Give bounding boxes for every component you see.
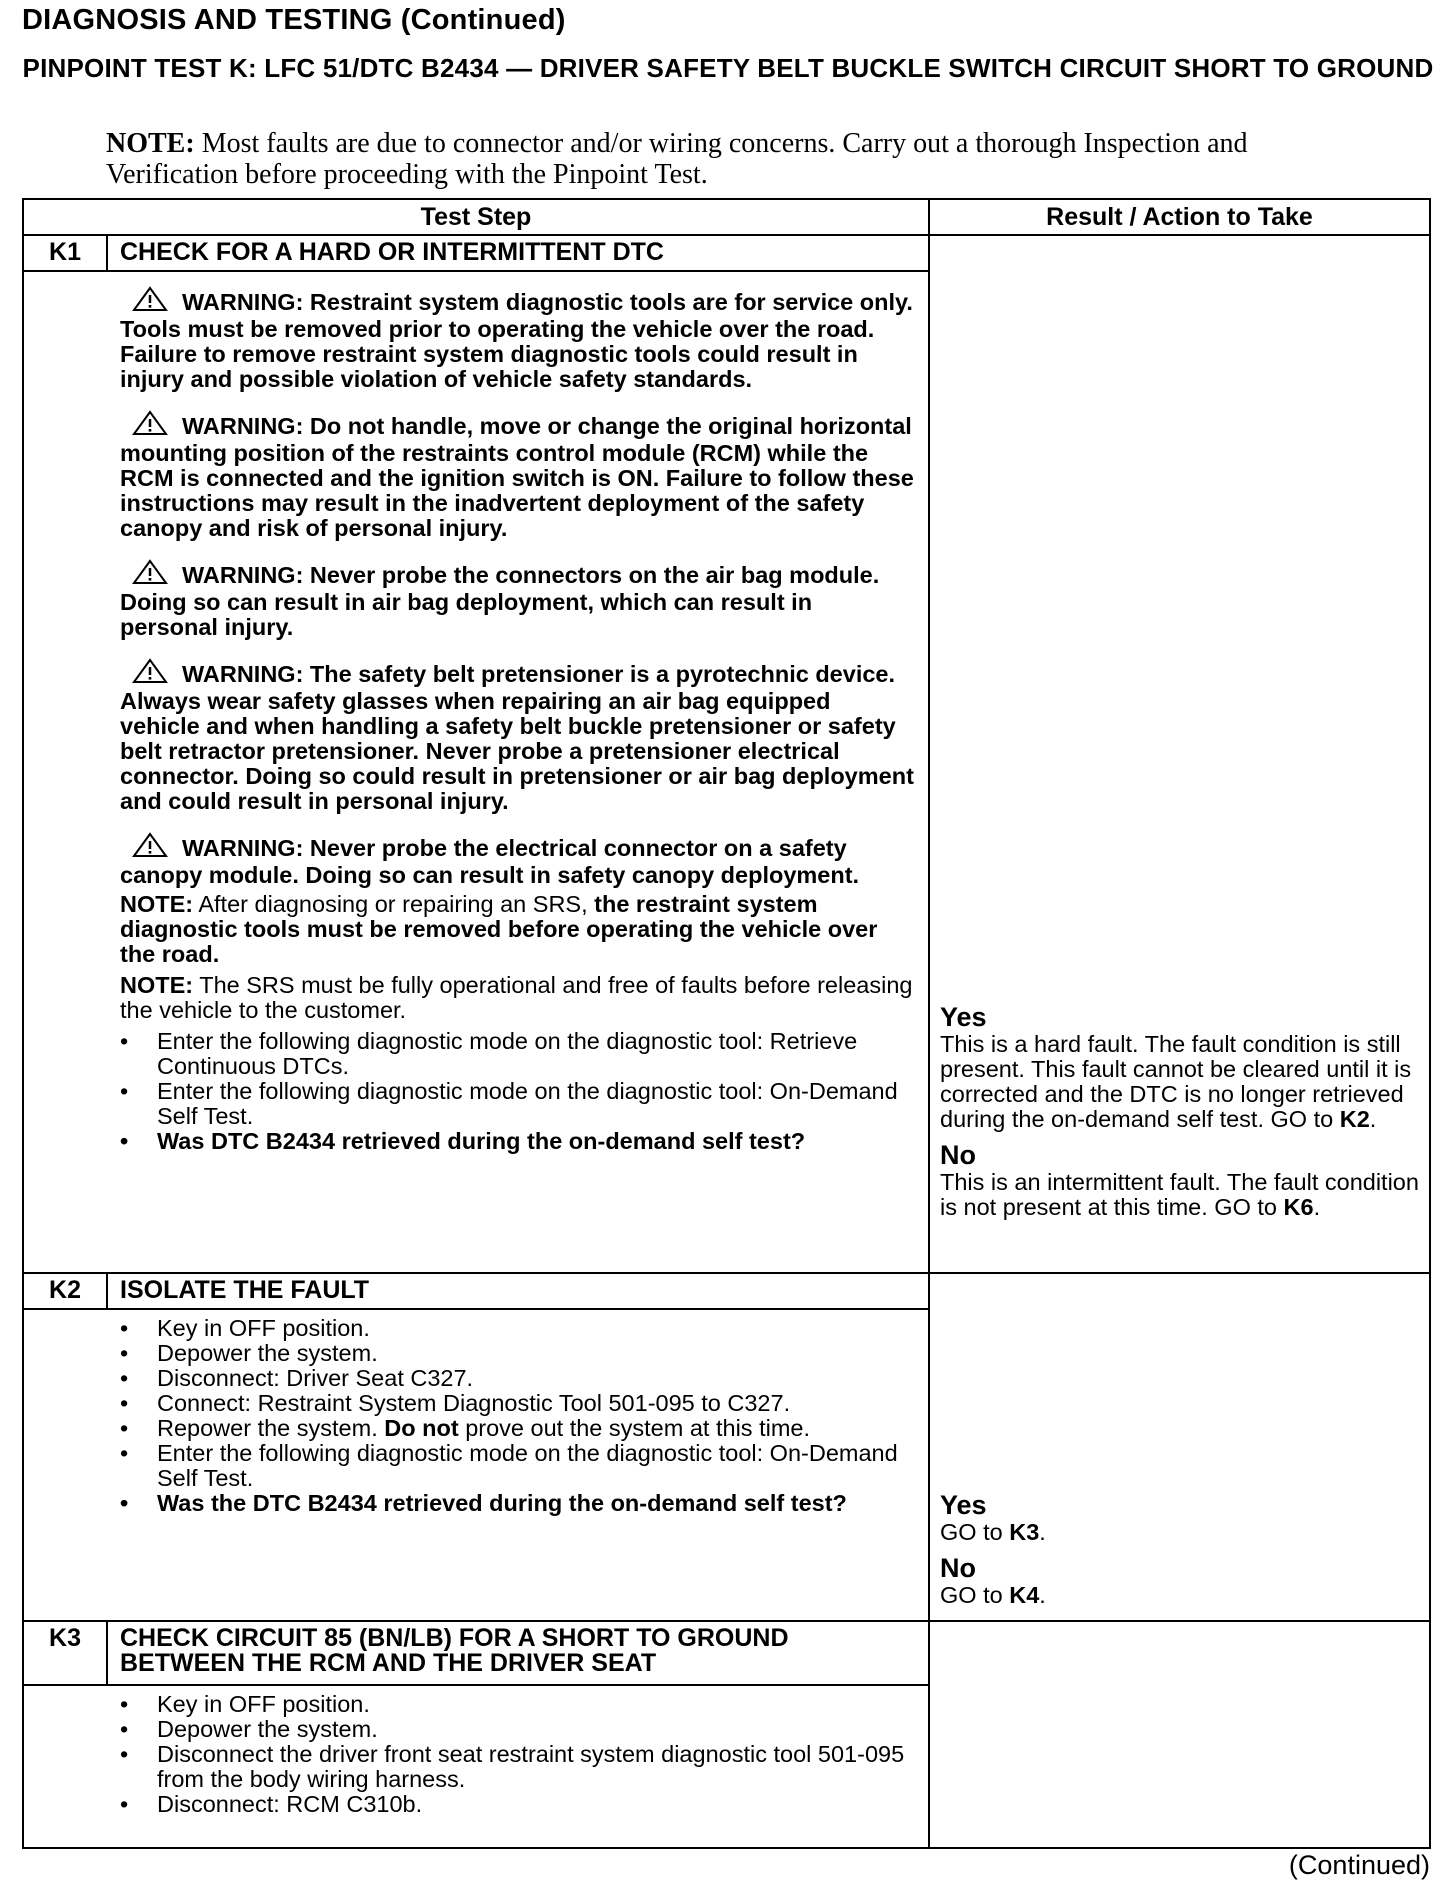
- id-column-divider: [106, 1620, 108, 1684]
- id-column-divider: [106, 1272, 108, 1308]
- step-id-k1: K1: [49, 238, 81, 266]
- result-k1: [940, 1002, 1430, 1220]
- goto-link[interactable]: K2: [1339, 1106, 1370, 1132]
- warning-block: [120, 410, 916, 541]
- step-content-k3: [120, 1692, 916, 1817]
- yes-label: Yes: [940, 1002, 987, 1032]
- list-item: • Enter the following diagnostic mode on the diagnostic tool: On-Demand Self Test.: [120, 1440, 898, 1491]
- step-id-k3: K3: [49, 1624, 81, 1652]
- note-text: After diagnosing or repairing an SRS,: [198, 891, 588, 917]
- list-item: • Disconnect the driver front seat restraint system diagnostic tool 501-095 from the body wiring harness.: [120, 1741, 905, 1792]
- no-label: No: [940, 1553, 976, 1583]
- warning-text: WARNING: Never probe the connectors on the air bag module. Doing so can result in air bag deployment, which can result in personal injury.: [120, 562, 880, 640]
- pinpoint-test-table: [22, 198, 1431, 1849]
- warning-block: [120, 286, 916, 392]
- warning-triangle-icon: [132, 832, 168, 863]
- note-text-bold: the restraint system diagnostic tools must be removed before operating the vehicle over the road.: [120, 891, 878, 967]
- intro-note-text: Most faults are due to connector and/or wiring concerns. Carry out a thorough Inspection and Verification before proceeding with the Pinpoint Test.: [106, 128, 1248, 190]
- note-text: The SRS must be fully operational and free of faults before releasing the vehicle to the customer.: [120, 972, 913, 1023]
- result-k2: [940, 1490, 1430, 1608]
- step-list: [120, 1692, 916, 1817]
- list-item: • Enter the following diagnostic mode on the diagnostic tool: Retrieve Continuous DTCs.: [120, 1028, 858, 1079]
- yes-label: Yes: [940, 1490, 987, 1520]
- list-item: • Disconnect: Driver Seat C327.: [120, 1365, 474, 1391]
- column-header-result: Result / Action to Take: [1046, 203, 1313, 231]
- warning-triangle-icon: [132, 286, 168, 317]
- srs-note: [120, 892, 916, 967]
- warning-block: [120, 559, 916, 640]
- intro-note-label: NOTE:: [106, 128, 195, 159]
- row-rule: [24, 1620, 1429, 1622]
- row-rule: [24, 270, 928, 272]
- step-title-k1: CHECK FOR A HARD OR INTERMITTENT DTC: [120, 238, 664, 266]
- step-question: • Was the DTC B2434 retrieved during the on-demand self test?: [120, 1490, 847, 1516]
- intro-note: [106, 128, 1356, 190]
- warning-block: [120, 658, 916, 814]
- column-divider: [928, 200, 930, 1847]
- goto-link[interactable]: K6: [1283, 1194, 1314, 1220]
- list-item: • Key in OFF position.: [120, 1691, 370, 1717]
- warning-text: WARNING: The safety belt pretensioner is a pyrotechnic device. Always wear safety glasses when repairing an air bag equipped vehicle and when handling a safety belt buckle pretensioner or safety belt retractor pretensioner. Never probe a pretensioner electrical connector. Doing so could result in pretensioner or air bag deployment and could result in personal injury.: [120, 661, 914, 814]
- step-title-k3: CHECK CIRCUIT 85 (BN/LB) FOR A SHORT TO GROUND BETWEEN THE RCM AND THE DRIVER SEAT: [120, 1624, 789, 1677]
- yes-action: GO to K3.: [940, 1519, 1046, 1545]
- warning-text: WARNING: Never probe the electrical connector on a safety canopy module. Doing so can result in safety canopy deployment.: [120, 835, 860, 888]
- yes-action: This is a hard fault. The fault condition is still present. This fault cannot be cleared until it is corrected and the DTC is no longer retrieved during the on-demand self test. GO to K2.: [940, 1031, 1412, 1132]
- list-item: • Enter the following diagnostic mode on the diagnostic tool: On-Demand Self Test.: [120, 1078, 898, 1129]
- row-rule: [24, 1684, 928, 1686]
- list-item: • Disconnect: RCM C310b.: [120, 1791, 423, 1817]
- row-rule: [24, 1272, 1429, 1274]
- pinpoint-test-title: PINPOINT TEST K: LFC 51/DTC B2434 — DRIVER SAFETY BELT BUCKLE SWITCH CIRCUIT SHORT TO GROUND: [22, 53, 1434, 83]
- warning-text: WARNING: Do not handle, move or change the original horizontal mounting position of the restraints control module (RCM) while the RCM is connected and the ignition switch is ON. Failure to follow these instructions may result in the inadvertent deployment of the safety canopy and risk of personal injury.: [120, 413, 914, 541]
- warning-triangle-icon: [132, 559, 168, 590]
- step-title-k2: ISOLATE THE FAULT: [120, 1276, 370, 1304]
- section-title: DIAGNOSIS AND TESTING (Continued): [22, 4, 566, 36]
- list-item: • Depower the system.: [120, 1716, 378, 1742]
- continued-marker: (Continued): [1288, 1850, 1430, 1880]
- id-column-divider: [106, 234, 108, 270]
- step-list: [120, 1029, 916, 1154]
- step-id-k2: K2: [49, 1276, 81, 1304]
- list-item: • Connect: Restraint System Diagnostic Tool 501-095 to C327.: [120, 1390, 791, 1416]
- column-header-test-step: Test Step: [420, 203, 532, 231]
- warning-text: WARNING: Restraint system diagnostic tools are for service only. Tools must be removed prior to operating the vehicle over the road. Failure to remove restraint system diagnostic tools could result in injury and possible violation of vehicle safety standards.: [120, 289, 913, 392]
- step-content-k2: [120, 1316, 916, 1516]
- step-list: [120, 1316, 916, 1516]
- note-label: NOTE:: [120, 972, 194, 998]
- row-rule: [24, 1308, 928, 1310]
- no-label: No: [940, 1140, 976, 1170]
- list-item: • Repower the system. Do not prove out the system at this time.: [120, 1415, 810, 1441]
- no-action: This is an intermittent fault. The fault condition is not present at this time. GO to K6.: [940, 1169, 1419, 1220]
- goto-link[interactable]: K3: [1009, 1519, 1040, 1545]
- warning-triangle-icon: [132, 410, 168, 441]
- goto-link[interactable]: K4: [1009, 1582, 1040, 1608]
- row-rule: [24, 234, 1429, 236]
- srs-note: [120, 973, 916, 1023]
- warning-block: [120, 832, 916, 888]
- no-action: GO to K4.: [940, 1582, 1046, 1608]
- warning-triangle-icon: [132, 658, 168, 689]
- note-label: NOTE:: [120, 891, 194, 917]
- step-question: • Was DTC B2434 retrieved during the on-demand self test?: [120, 1128, 806, 1154]
- step-content-k1: [120, 286, 916, 1154]
- list-item: • Depower the system.: [120, 1340, 378, 1366]
- list-item: • Key in OFF position.: [120, 1315, 370, 1341]
